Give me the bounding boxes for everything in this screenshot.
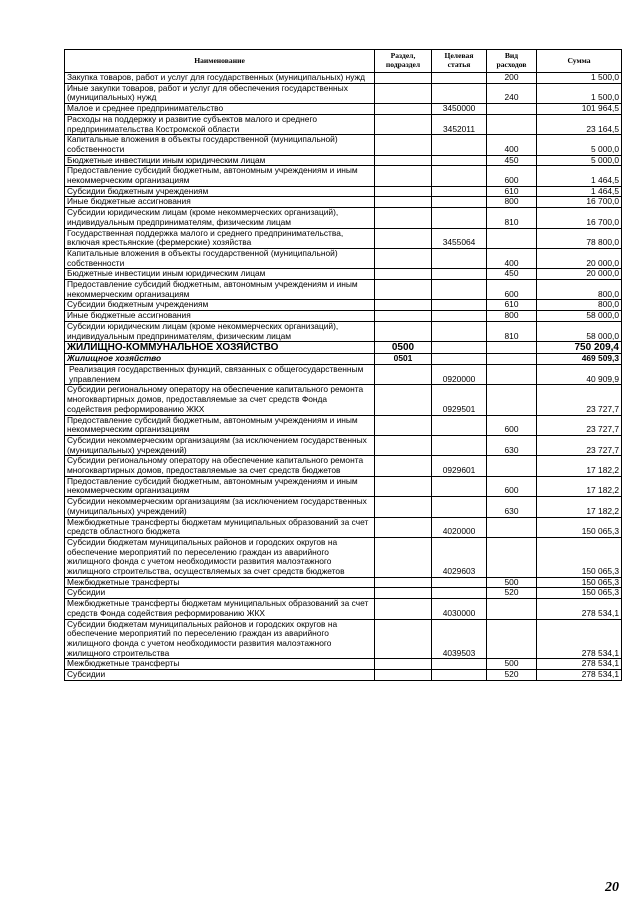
cell-sum: 101 964,5 [537,104,622,115]
cell-target [432,497,487,517]
cell-sum: 800,0 [537,280,622,300]
cell-target: 4039503 [432,619,487,659]
table-row [65,114,622,134]
cell-name: Реализация государственных функций, связанных с общегосударственным управлением [65,364,375,384]
table-row [65,228,622,248]
cell-kind: 810 [487,208,537,228]
table-row [65,364,622,384]
cell-section: 0500 [375,342,432,354]
table-row [65,248,622,268]
cell-sum: 1 464,5 [537,166,622,186]
cell-name: Иные бюджетные ассигнования [65,197,375,208]
cell-name: Бюджетные инвестиции иным юридическим лицам [65,269,375,280]
cell-sum: 23 727,7 [537,435,622,455]
cell-name: Иные закупки товаров, работ и услуг для обеспечения государственных (муниципальных) нужд [65,83,375,103]
cell-sum: 78 800,0 [537,228,622,248]
cell-target: 3450000 [432,104,487,115]
table-row [65,619,622,659]
table-row [65,104,622,115]
cell-kind: 240 [487,83,537,103]
cell-kind [487,385,537,415]
table-row [65,537,622,577]
cell-section [375,456,432,476]
cell-sum: 20 000,0 [537,269,622,280]
cell-sum: 1 500,0 [537,83,622,103]
table-row [65,476,622,496]
cell-section [375,135,432,155]
cell-sum: 1 464,5 [537,186,622,197]
cell-kind: 800 [487,311,537,322]
cell-name: Иные бюджетные ассигнования [65,311,375,322]
cell-target [432,311,487,322]
cell-sum: 5 000,0 [537,135,622,155]
cell-name: Капитальные вложения в объекты государственной (муниципальной) собственности [65,135,375,155]
cell-target [432,670,487,681]
cell-name: ЖИЛИЩНО-КОММУНАЛЬНОЕ ХОЗЯЙСТВО [65,342,375,354]
header-name: Наименование [65,50,375,73]
table-row [65,208,622,228]
cell-name: Субсидии юридическим лицам (кроме некоммерческих организаций), индивидуальным предпринимателям, физическим лицам [65,208,375,228]
table-row [65,280,622,300]
cell-kind: 600 [487,415,537,435]
cell-target [432,248,487,268]
header-sum: Сумма [537,50,622,73]
cell-sum: 17 182,2 [537,476,622,496]
cell-kind [487,104,537,115]
cell-section [375,311,432,322]
cell-sum: 278 534,1 [537,599,622,619]
cell-kind [487,599,537,619]
cell-target [432,659,487,670]
cell-kind: 450 [487,155,537,166]
table-row [65,456,622,476]
table-row [65,155,622,166]
cell-section [375,208,432,228]
cell-section [375,300,432,311]
cell-sum: 150 065,3 [537,588,622,599]
cell-section [375,114,432,134]
cell-sum: 40 909,9 [537,364,622,384]
cell-name: Субсидии бюджетным учреждениям [65,186,375,197]
budget-sheet [64,49,621,681]
table-header-row [65,50,622,73]
cell-section [375,619,432,659]
cell-kind: 630 [487,497,537,517]
cell-kind [487,342,537,354]
cell-name: Субсидии региональному оператору на обеспечение капитального ремонта многоквартирных домов, предоставляемые за счет средств бюджетов [65,456,375,476]
cell-kind: 800 [487,197,537,208]
cell-section [375,166,432,186]
table-body [65,73,622,681]
cell-target: 4020000 [432,517,487,537]
cell-section [375,228,432,248]
cell-sum: 17 182,2 [537,497,622,517]
cell-sum: 150 065,3 [537,517,622,537]
cell-section [375,321,432,341]
cell-sum: 23 727,7 [537,415,622,435]
table-row [65,670,622,681]
cell-sum: 16 700,0 [537,197,622,208]
cell-sum: 20 000,0 [537,248,622,268]
cell-target: 4029603 [432,537,487,577]
cell-name: Субсидии юридическим лицам (кроме некоммерческих организаций), индивидуальным предпринимателям, физическим лицам [65,321,375,341]
cell-section [375,577,432,588]
cell-target [432,577,487,588]
cell-sum: 17 182,2 [537,456,622,476]
cell-kind [487,456,537,476]
cell-kind [487,619,537,659]
cell-name: Расходы на поддержку и развитие субъектов малого и среднего предпринимательства Костромской области [65,114,375,134]
cell-name: Субсидии [65,670,375,681]
cell-sum: 23 727,7 [537,385,622,415]
cell-target [432,155,487,166]
table-row [65,135,622,155]
cell-target [432,208,487,228]
cell-target [432,321,487,341]
cell-target: 0920000 [432,364,487,384]
cell-kind: 600 [487,166,537,186]
table-row [65,342,622,354]
cell-name: Субсидии региональному оператору на обеспечение капитального ремонта многоквартирных домов, предоставляемые за счет средств Фонда содействия реформированию ЖКХ [65,385,375,415]
cell-kind [487,114,537,134]
cell-section [375,599,432,619]
cell-section [375,435,432,455]
cell-name: Бюджетные инвестиции иным юридическим лицам [65,155,375,166]
table-row [65,435,622,455]
cell-target [432,280,487,300]
table-row [65,300,622,311]
cell-kind [487,364,537,384]
table-row [65,83,622,103]
cell-kind [487,228,537,248]
cell-name: Межбюджетные трансферты [65,577,375,588]
cell-name: Малое и среднее предпринимательство [65,104,375,115]
cell-kind [487,517,537,537]
cell-kind: 400 [487,135,537,155]
cell-target [432,342,487,354]
cell-name: Межбюджетные трансферты бюджетам муниципальных образований за счет средств областного бюджета [65,517,375,537]
cell-target [432,476,487,496]
cell-sum: 1 500,0 [537,73,622,84]
cell-target [432,83,487,103]
cell-section [375,104,432,115]
cell-name: Капитальные вложения в объекты государственной (муниципальной) собственности [65,248,375,268]
cell-name: Субсидии некоммерческим организациям (за исключением государственных (муниципальных) учреждений) [65,497,375,517]
table-row [65,354,622,365]
cell-section [375,588,432,599]
cell-section [375,269,432,280]
cell-name: Субсидии [65,588,375,599]
cell-section [375,186,432,197]
cell-target: 0929501 [432,385,487,415]
cell-target [432,73,487,84]
cell-target: 0929601 [432,456,487,476]
cell-sum: 5 000,0 [537,155,622,166]
cell-kind [487,354,537,365]
cell-sum: 469 509,3 [537,354,622,365]
cell-sum: 58 000,0 [537,321,622,341]
cell-sum: 150 065,3 [537,537,622,577]
cell-sum: 58 000,0 [537,311,622,322]
cell-section [375,83,432,103]
table-row [65,385,622,415]
cell-name: Субсидии бюджетам муниципальных районов и городских округов на обеспечение мероприятий по переселению граждан из аварийного жилищного фонда с учетом необходимости развития малоэтажного жилищного строительства, осуществляемых за счет средств бюджетов [65,537,375,577]
cell-name: Закупка товаров, работ и услуг для государственных (муниципальных) нужд [65,73,375,84]
table-row [65,166,622,186]
cell-target [432,588,487,599]
cell-target [432,186,487,197]
header-section: Раздел, подраздел [375,50,432,73]
cell-target [432,166,487,186]
table-row [65,415,622,435]
cell-section [375,280,432,300]
budget-table [64,49,622,681]
cell-kind: 500 [487,659,537,670]
cell-kind: 610 [487,300,537,311]
cell-name: Межбюджетные трансферты бюджетам муниципальных образований за счет средств Фонда содействия реформированию ЖКХ [65,599,375,619]
table-row [65,588,622,599]
table-row [65,73,622,84]
cell-name: Межбюджетные трансферты [65,659,375,670]
cell-target [432,354,487,365]
cell-target [432,269,487,280]
table-row [65,599,622,619]
cell-sum: 750 209,4 [537,342,622,354]
header-kind: Вид расходов [487,50,537,73]
cell-name: Субсидии бюджетным учреждениям [65,300,375,311]
table-row [65,577,622,588]
cell-kind: 520 [487,670,537,681]
table-row [65,311,622,322]
cell-kind: 520 [487,588,537,599]
cell-section [375,537,432,577]
cell-name: Субсидии бюджетам муниципальных районов и городских округов на обеспечение мероприятий по переселению граждан из аварийного жилищного фонда с учетом необходимости развития малоэтажного жилищного строительства [65,619,375,659]
cell-target: 3455064 [432,228,487,248]
table-row [65,269,622,280]
cell-section [375,248,432,268]
cell-section: 0501 [375,354,432,365]
cell-section [375,415,432,435]
cell-sum: 278 534,1 [537,659,622,670]
cell-target [432,300,487,311]
cell-sum: 150 065,3 [537,577,622,588]
table-row [65,497,622,517]
table-row [65,517,622,537]
cell-name: Государственная поддержка малого и среднего предпринимательства, включая крестьянские (фермерские) хозяйства [65,228,375,248]
cell-sum: 278 534,1 [537,670,622,681]
cell-name: Субсидии некоммерческим организациям (за исключением государственных (муниципальных) учреждений) [65,435,375,455]
cell-target [432,415,487,435]
cell-kind: 630 [487,435,537,455]
cell-target [432,135,487,155]
table-row [65,197,622,208]
header-target: Целевая статья [432,50,487,73]
cell-kind: 500 [487,577,537,588]
cell-kind: 600 [487,476,537,496]
cell-name: Предоставление субсидий бюджетным, автономным учреждениям и иным некоммерческим организациям [65,415,375,435]
cell-name: Предоставление субсидий бюджетным, автономным учреждениям и иным некоммерческим организациям [65,476,375,496]
cell-kind: 450 [487,269,537,280]
cell-section [375,364,432,384]
cell-target: 3452011 [432,114,487,134]
table-row [65,659,622,670]
cell-kind [487,537,537,577]
cell-section [375,476,432,496]
cell-kind: 200 [487,73,537,84]
cell-target [432,435,487,455]
cell-kind: 610 [487,186,537,197]
cell-kind: 400 [487,248,537,268]
cell-name: Предоставление субсидий бюджетным, автономным учреждениям и иным некоммерческим организациям [65,280,375,300]
cell-section [375,659,432,670]
cell-section [375,385,432,415]
table-row [65,321,622,341]
cell-kind: 600 [487,280,537,300]
cell-sum: 16 700,0 [537,208,622,228]
cell-section [375,73,432,84]
cell-name: Жилищное хозяйство [65,354,375,365]
cell-target: 4030000 [432,599,487,619]
cell-section [375,517,432,537]
cell-sum: 23 164,5 [537,114,622,134]
cell-section [375,155,432,166]
cell-section [375,670,432,681]
cell-sum: 278 534,1 [537,619,622,659]
cell-section [375,197,432,208]
cell-section [375,497,432,517]
table-row [65,186,622,197]
page-number: 20 [605,880,619,895]
cell-name: Предоставление субсидий бюджетным, автономным учреждениям и иным некоммерческим организациям [65,166,375,186]
cell-sum: 800,0 [537,300,622,311]
cell-kind: 810 [487,321,537,341]
cell-target [432,197,487,208]
